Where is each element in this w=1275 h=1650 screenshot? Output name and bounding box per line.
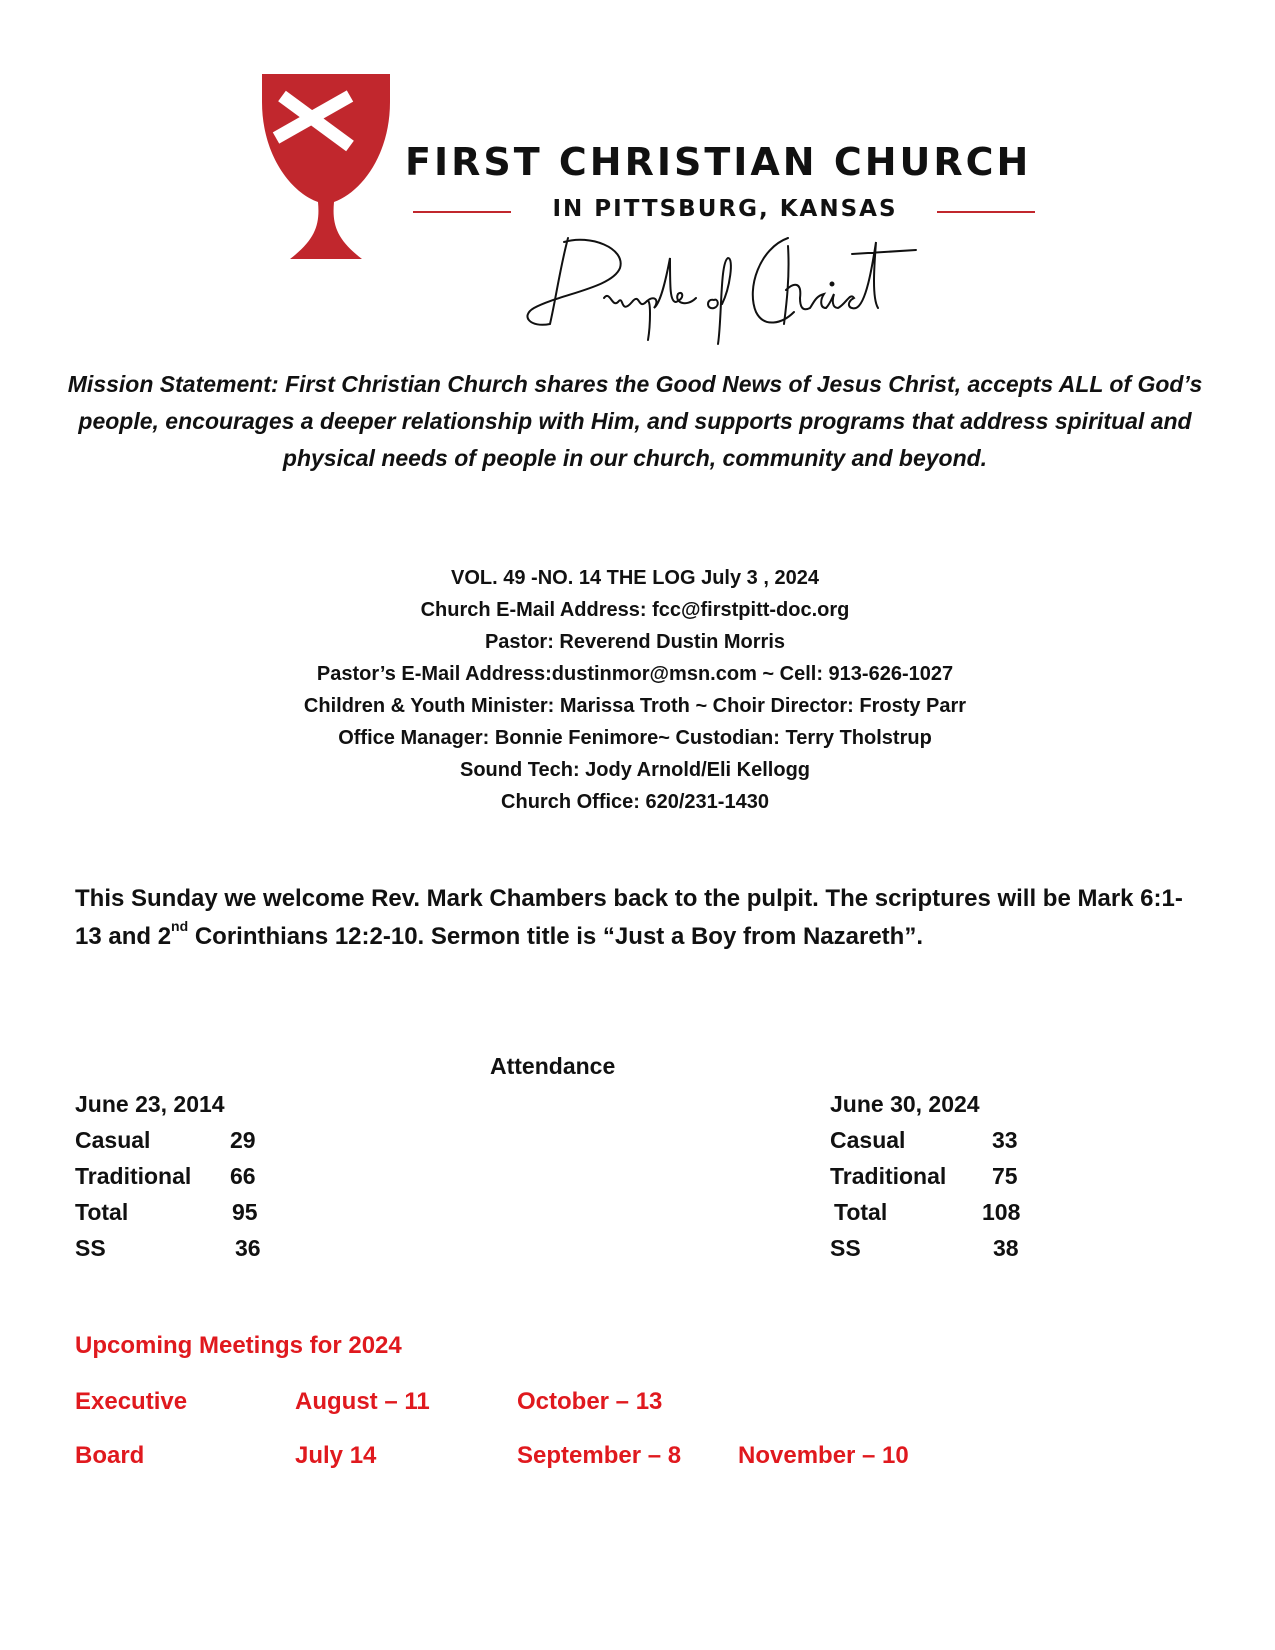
attendance-value: 95: [232, 1199, 258, 1225]
attendance-value: 29: [230, 1127, 256, 1153]
meetings-title: Upcoming Meetings for 2024: [75, 1332, 402, 1359]
attendance-label: Total: [834, 1199, 888, 1225]
mission-statement: Mission Statement: First Christian Church shares the Good News of Jesus Christ, accepts ALL of God’s people, encourages a deeper relationship with Him, and supports programs that address spiritual and physical needs of people in our church, community and beyond.: [67, 371, 1203, 471]
attendance-left: [75, 1086, 375, 1266]
attendance-date: June 30, 2024: [830, 1091, 980, 1117]
attendance-label: Traditional: [75, 1163, 192, 1189]
attendance-value: 38: [993, 1235, 1019, 1261]
chalice-logo: [262, 74, 390, 264]
attendance-right: [830, 1086, 1130, 1266]
attendance-label: SS: [830, 1235, 861, 1261]
attendance-label: Casual: [75, 1127, 151, 1153]
meeting-row-board: [75, 1442, 975, 1478]
pastor-contact: Pastor’s E-Mail Address:dustinmor@msn.com ~ Cell: 913-626-1027: [316, 663, 954, 685]
meeting-label: Board: [75, 1442, 145, 1469]
attendance-value: 75: [992, 1163, 1018, 1189]
church-location-row: [405, 196, 1035, 228]
meeting-date: October – 13: [517, 1388, 663, 1415]
attendance-value: 36: [235, 1235, 261, 1261]
attendance-label: SS: [75, 1235, 106, 1261]
divider-right: [937, 211, 1035, 213]
sunday-superscript: nd: [171, 918, 189, 934]
church-name: FIRST CHRISTIAN CHURCH: [405, 140, 1032, 184]
sunday-announcement: [75, 880, 1205, 956]
attendance-value: 108: [982, 1199, 1021, 1225]
ministers-line: Children & Youth Minister: Marissa Troth ~ Choir Director: Frosty Parr: [303, 695, 967, 717]
sunday-text-1: This Sunday we welcome Rev. Mark Chambers back to the pulpit. The scriptures will be Mark 6:1-13 and 2: [75, 885, 1183, 950]
attendance-label: Total: [75, 1199, 129, 1225]
attendance-label: Traditional: [830, 1163, 947, 1189]
meeting-date: July 14: [295, 1442, 377, 1469]
attendance-date: June 23, 2014: [75, 1091, 225, 1117]
meeting-row-executive: [75, 1388, 975, 1424]
meeting-date: September – 8: [517, 1442, 682, 1469]
sunday-text-2: Corinthians 12:2-10. Sermon title is “Just a Boy from Nazareth”.: [188, 923, 924, 950]
church-office-phone: Church Office: 620/231-1430: [501, 791, 769, 813]
sound-tech-line: Sound Tech: Jody Arnold/Eli Kellogg: [460, 759, 810, 781]
newsletter-info: [130, 562, 1140, 818]
divider-left: [413, 211, 511, 213]
office-line: Office Manager: Bonnie Fenimore~ Custodian: Terry Tholstrup: [338, 727, 932, 749]
meeting-date: November – 10: [738, 1442, 909, 1469]
attendance-title: Attendance: [490, 1053, 616, 1079]
meeting-date: August – 11: [295, 1388, 430, 1415]
attendance-label: Casual: [830, 1127, 906, 1153]
church-location: IN PITTSBURG, KANSAS: [552, 196, 898, 222]
attendance-value: 66: [230, 1163, 256, 1189]
pastor-line: Pastor: Reverend Dustin Morris: [484, 631, 786, 653]
church-email: Church E-Mail Address: fcc@firstpitt-doc.org: [420, 599, 850, 621]
disciples-of-christ-script-logo: [520, 228, 920, 348]
volume-line: VOL. 49 -NO. 14 THE LOG July 3 , 2024: [451, 567, 819, 589]
meeting-label: Executive: [75, 1388, 188, 1415]
attendance-value: 33: [992, 1127, 1018, 1153]
